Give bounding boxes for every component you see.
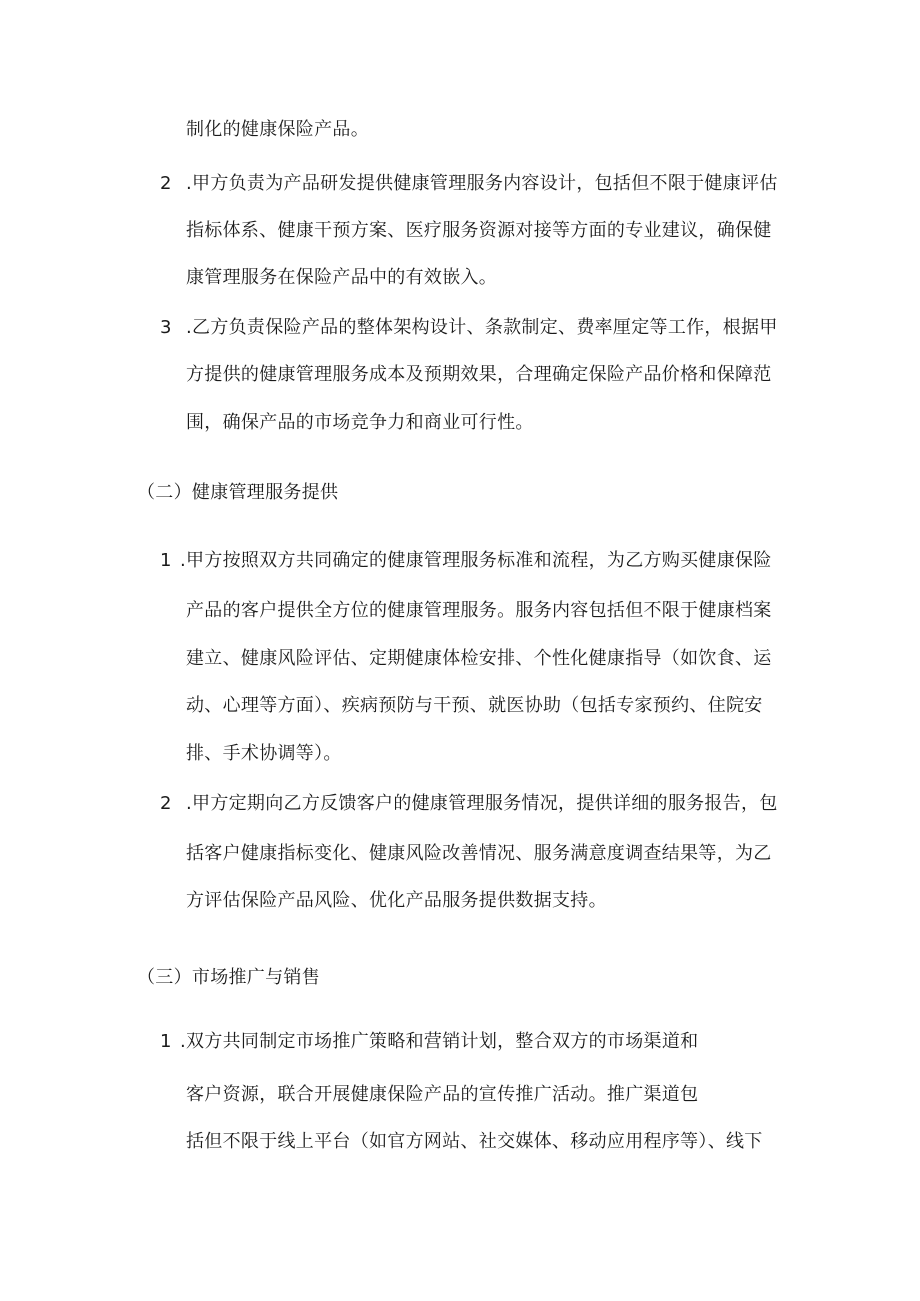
- list-item-first-line: [160, 172, 778, 196]
- paragraph-line: 括但不限于线上平台（如官方网站、社交媒体、移动应用程序等）、线下: [186, 1131, 763, 1152]
- paragraph-line: .甲方负责为产品研发提供健康管理服务内容设计，包括但不限于健康评估: [186, 173, 778, 194]
- paragraph-line: 康管理服务在保险产品中的有效嵌入。: [186, 267, 498, 288]
- paragraph-line: 排、手术协调等）。: [186, 743, 342, 764]
- list-item-number: 1: [160, 550, 172, 571]
- paragraph-line: 制化的健康保险产品。: [186, 119, 369, 140]
- section-heading: （二）健康管理服务提供: [137, 482, 339, 503]
- section-heading: （三）市场推广与销售: [137, 967, 320, 988]
- paragraph-line: 建立、健康风险评估、定期健康体检安排、个性化健康指导（如饮食、运: [186, 648, 772, 669]
- paragraph-line: 产品的客户提供全方位的健康管理服务。服务内容包括但不限于健康档案: [186, 600, 772, 621]
- list-item-number: 3: [160, 317, 172, 338]
- list-item-first-line: [160, 316, 778, 340]
- paragraph-line: 围，确保产品的市场竞争力和商业可行性。: [186, 412, 534, 433]
- list-item-first-line: [160, 549, 772, 573]
- paragraph-line: 客户资源，联合开展健康保险产品的宣传推广活动。推广渠道包: [186, 1084, 699, 1105]
- paragraph-line: 方评估保险产品风险、优化产品服务提供数据支持。: [186, 890, 607, 911]
- paragraph-line: 动、心理等方面）、疾病预防与干预、就医协助（包括专家预约、住院安: [186, 695, 763, 716]
- paragraph-line: .甲方按照双方共同确定的健康管理服务标准和流程，为乙方购买健康保险: [180, 550, 772, 571]
- paragraph-line: 括客户健康指标变化、健康风险改善情况、服务满意度调查结果等，为乙: [186, 843, 772, 864]
- paragraph-line: .甲方定期向乙方反馈客户的健康管理服务情况，提供详细的服务报告，包: [186, 793, 778, 814]
- paragraph-line: 指标体系、健康干预方案、医疗服务资源对接等方面的专业建议，确保健: [186, 220, 772, 241]
- list-item-number: 2: [160, 173, 172, 194]
- paragraph-line: .双方共同制定市场推广策略和营销计划，整合双方的市场渠道和: [180, 1031, 699, 1052]
- list-item-first-line: [160, 1030, 698, 1054]
- paragraph-line: 方提供的健康管理服务成本及预期效果，合理确定保险产品价格和保障范: [186, 364, 772, 385]
- list-item-first-line: [160, 792, 778, 816]
- list-item-number: 2: [160, 793, 172, 814]
- list-item-number: 1: [160, 1031, 172, 1052]
- paragraph-line: .乙方负责保险产品的整体架构设计、条款制定、费率厘定等工作，根据甲: [186, 317, 778, 338]
